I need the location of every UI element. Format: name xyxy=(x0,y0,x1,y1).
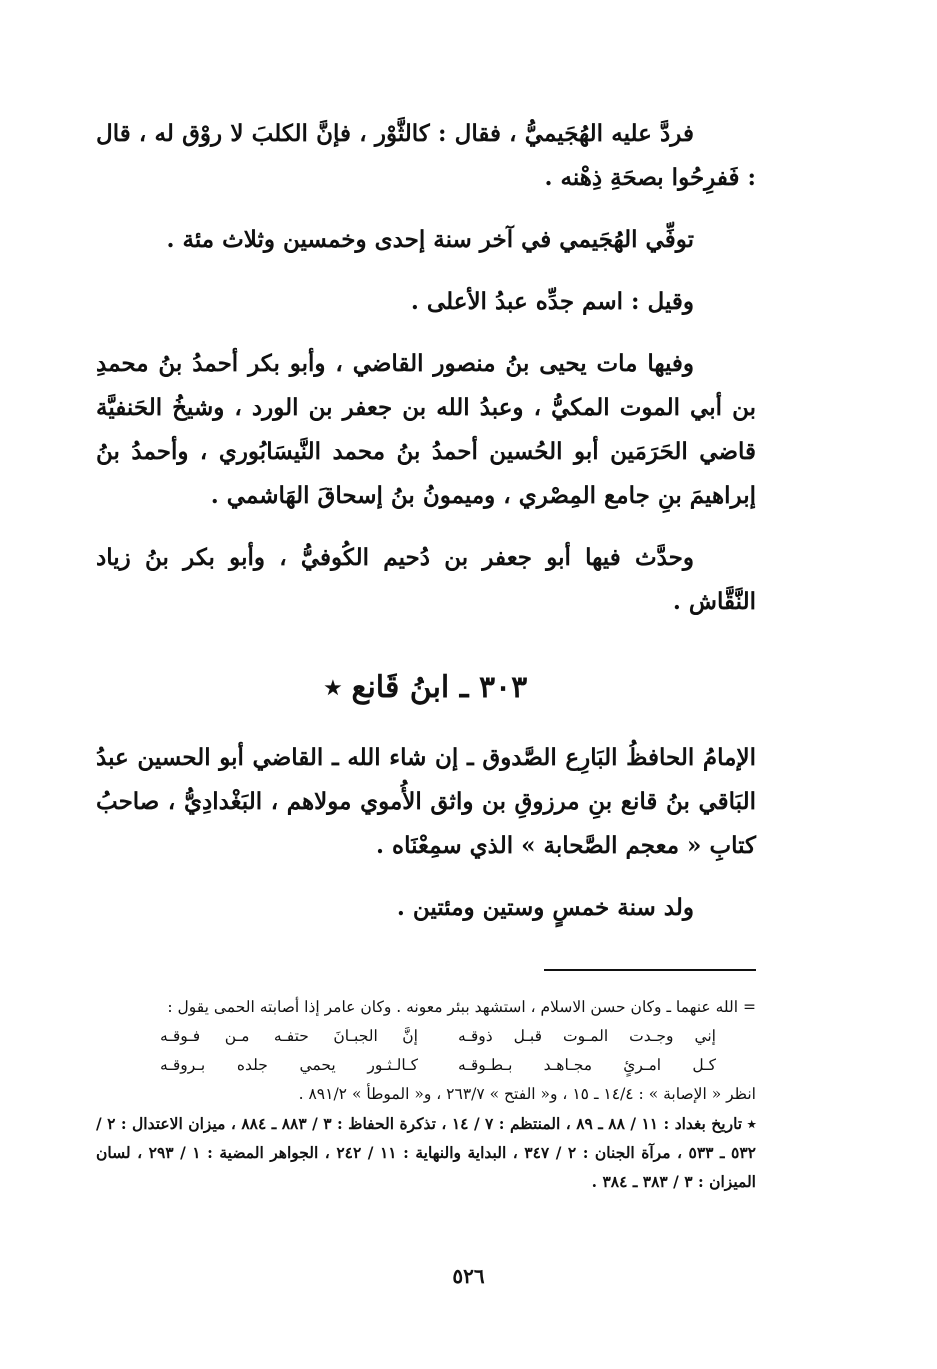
paragraph: توفِّي الهُجَيمي في آخر سنة إحدى وخمسين وثلاث مئة . xyxy=(166,226,694,253)
verse-line xyxy=(96,1022,756,1051)
paragraph: وفيها مات يحيى بنُ منصور القاضي ، وأبو بكر أحمدُ بنُ محمدِ بن أبي الموت المكيُّ ، وعبدُ الله بن جعفر بن الورد ، وشيخُ الحَنفيَّة قاضي الحَرَمَين أبو الحُسين أحمدُ بنُ محمد النَّيسَابُوري ، وأحمدُ بنُ إبراهيمَ بنِ جامع المِصْري ، وميمونُ بنُ إسحاقَ الهَاشمي . xyxy=(96,350,756,509)
footnote-line: = الله عنهما ـ وكان حسن الاسلام ، استشهد ببئر معونه . وكان عامر إذا أصابته الحمى يقول : xyxy=(167,998,756,1016)
page-number: ٥٢٦ xyxy=(452,1264,485,1288)
entry-text xyxy=(96,736,756,930)
paragraph: فردَّ عليه الهُجَيميُّ ، فقال : كالثَّوْر ، فإنَّ الكلبَ لا روْق له ، قال : فَفرِحُوا بصحَةِ ذِهْنه . xyxy=(96,120,756,191)
hemistich: كـالـثـور يحمي جلده بـروقـه xyxy=(160,1056,418,1074)
sources-footnote: ٭ تاريخ بغداد : ١١ / ٨٨ ـ ٨٩ ، المنتظم : ٧ / ١٤ ، تذكرة الحفاظ : ٣ / ٨٨٣ ـ ٨٨٤ ، ميزان الاعتدال : ٢ / ٥٣٢ ـ ٥٣٣ ، مرآة الجنان : ٢ / ٣٤٧ ، البداية والنهاية : ١١ / ٢٤٢ ، الجواهر المضية : ١ / ٢٩٣ ، لسان الميزان : ٣ / ٣٨٣ ـ ٣٨٤ . xyxy=(96,1114,756,1191)
footnotes xyxy=(96,993,756,1196)
footnote-divider xyxy=(544,969,756,971)
paragraph: ولد سنة خمسٍ وستين ومئتين . xyxy=(396,894,694,921)
footnote-line: انظر « الإصابة » : ١٤/٤ ـ ١٥ ، و« الفتح » ٢٦٣/٧ ، و« الموطأ » ٨٩١/٢ . xyxy=(298,1085,756,1103)
verse-line xyxy=(96,1051,756,1080)
paragraph: الإمامُ الحافظُ البَارِع الصَّدوق ـ إن شاء الله ـ القاضي أبو الحسين عبدُ البَاقي بنُ قانع بنِ مرزوقِ بن واثق الأُموي مولاهم ، البَغْدادِيُّ ، صاحبُ كتابِ « معجم الصَّحابة » الذي سمِعْنَاه . xyxy=(96,744,756,859)
entry-heading: ٣٠٣ ـ ابنُ قَانع ٭ xyxy=(324,670,528,705)
hemistich: كـل امـرئٍ مجـاهـد بـطـوقـه xyxy=(458,1056,716,1074)
paragraph: وحدَّث فيها أبو جعفر بن دُحيم الكُوفيُّ ، وأبو بكر بنُ زياد النَّقَّاش . xyxy=(96,544,756,615)
hemistich: إني وجـدت المـوت قبـل ذوقـه xyxy=(458,1027,716,1045)
paragraph: وقيل : اسم جدِّه عبدُ الأعلى . xyxy=(410,288,694,315)
hemistich: إنَّ الجبـانَ حتفـه مـن فـوقـه xyxy=(160,1027,418,1045)
main-text xyxy=(96,112,756,624)
